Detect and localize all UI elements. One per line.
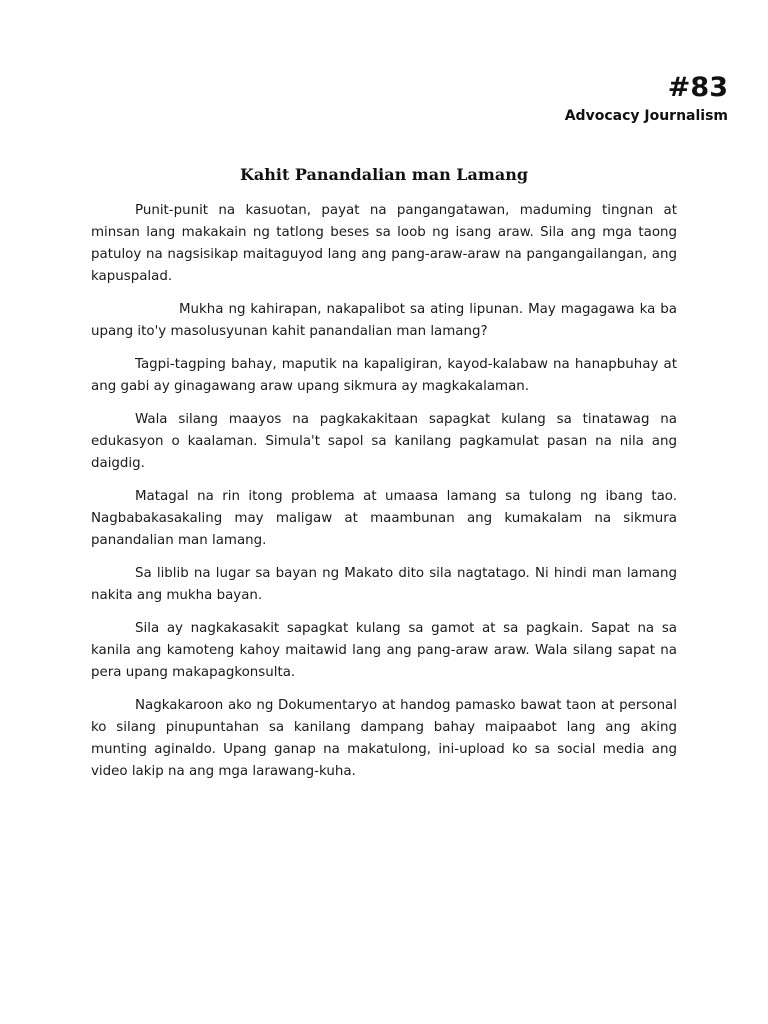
document-number: #83	[667, 72, 728, 103]
document-category: Advocacy Journalism	[564, 108, 728, 124]
article-paragraph-7: Sila ay nagkakasakit sapagkat kulang sa gamot at sa pagkain. Sapat na sa kanila ang kamoteng kahoy maitawid lang ang pang-araw araw. Wala silang sapat na pera upang makapagkonsulta.	[91, 621, 677, 680]
article-paragraph-8: Nagkakaroon ako ng Dokumentaryo at handog pamasko bawat taon at personal ko silang pinupuntahan sa kanilang dampang bahay maipaabot lang ang aking munting aginaldo. Upang ganap na makatulong, ini-upload ko sa social media ang video lakip na ang mga larawang-kuha.	[91, 698, 677, 779]
article-paragraph-6: Sa liblib na lugar sa bayan ng Makato dito sila nagtatago. Ni hindi man lamang nakita ang mukha bayan.	[91, 566, 677, 603]
article-body	[91, 200, 677, 794]
article-title: Kahit Panandalian man Lamang	[239, 165, 529, 184]
article-paragraph-2: Mukha ng kahirapan, nakapalibot sa ating lipunan. May magagawa ka ba upang ito'y masolusyunan kahit panandalian man lamang?	[91, 302, 677, 339]
document-header	[565, 72, 728, 126]
article-paragraph-3: Tagpi-tagping bahay, maputik na kapaligiran, kayod-kalabaw na hanapbuhay at ang gabi ay ginagawang araw upang sikmura ay magkakalaman.	[91, 357, 677, 394]
article-paragraph-5: Matagal na rin itong problema at umaasa lamang sa tulong ng ibang tao. Nagbabakasakaling may maligaw at maambunan ang kumakalam na sikmura panandalian man lamang.	[91, 489, 677, 548]
article-paragraph-1: Punit-punit na kasuotan, payat na pangangatawan, maduming tingnan at minsan lang makakain ng tatlong beses sa loob ng isang araw. Sila ang mga taong patuloy na nagsisikap maitaguyod lang ang pang-araw-araw na pangangailangan, ang kapuspalad.	[91, 203, 677, 284]
article-paragraph-4: Wala silang maayos na pagkakakitaan sapagkat kulang sa tinatawag na edukasyon o kaalaman. Simula't sapol sa kanilang pagkamulat pasan na nila ang daigdig.	[91, 412, 677, 471]
